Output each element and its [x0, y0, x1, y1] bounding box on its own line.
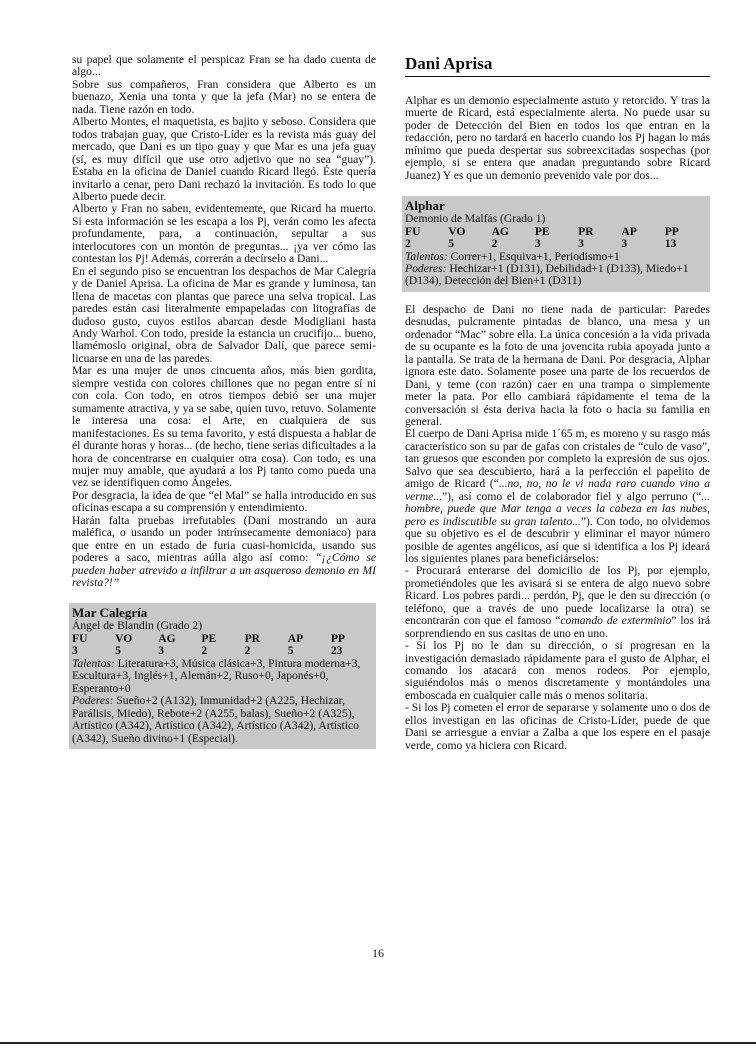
- page-number: 16: [372, 946, 384, 960]
- stat-label: VO: [115, 631, 133, 645]
- talentos-label: Talentos:: [405, 249, 448, 263]
- stat-value: 2: [244, 644, 251, 658]
- bullet-item: - Si los Pj no le dan su dirección, o si progresan en la investigación demasiado rápidamente para el gusto de Alphar, el comando los atacará con menos rodeos. Por ejemplo, siguiéndolos más o menos discretamente y montándoles una emboscada en cualquier calle más o menos solitaria.: [405, 639, 710, 702]
- talentos-line: [72, 658, 374, 695]
- paragraph: En el segundo piso se encuentran los despachos de Mar Calegría y de Daniel Aprisa. La oficina de Mar es grande y luminosa, tan llena de macetas con plantas que parece una selva tropical. Las paredes están casi literalmente empapeladas con litografías de dudoso gusto, cuyos estilos abarcan desde Modigliani hasta Andy Warhol. Con todo, preside la estancia un crucifijo... bueno, llamémoslo original, obra de Salvador Dalí, que parece semi-licuarse en una de las paredes.: [72, 264, 376, 365]
- bottom-divider: [0, 1042, 756, 1044]
- alphar-stat-box: [402, 196, 710, 292]
- stat-value: 3: [534, 237, 541, 251]
- poderes-line: [72, 695, 374, 745]
- paragraph: Alphar es un demonio especialmente astuto y retorcido. Y tras la muerte de Ricard, está especialmente alerta. No puede usar su poder de Detección del Bien en todos los que entran en la redacción, pero no tardará en hacerlo cuando los Pj hagan lo más mínimo que pueda despertar sus sobreexcitadas sospechas (por ejemplo, si se entera que anadan preguntando sobre Ricard Juanez) Y es que un demonio prevenido vale por dos...: [405, 94, 710, 182]
- stat-value: 5: [287, 644, 294, 658]
- quote: comando de exterminio: [560, 614, 672, 628]
- stat-value: 2: [491, 237, 498, 251]
- stat-label: VO: [448, 224, 466, 238]
- stat-box-subtitle: Demonio de Malfás (Grado 1): [405, 212, 546, 226]
- paragraph-text: ” los irá sorprendiendo en sus casitas de uno en uno.: [405, 614, 710, 640]
- stat-box-subtitle: Ángel de Blandin (Grado 2): [72, 619, 203, 633]
- stat-label: PR: [578, 224, 594, 238]
- paragraph: [72, 515, 376, 590]
- paragraph: su papel que solamente el perspicaz Fran se ha dado cuenta de algo...: [72, 53, 376, 79]
- stat-value: 5: [115, 644, 121, 658]
- stat-label: AP: [287, 631, 304, 645]
- paragraph-text: ”), así como el de colaborador fiel y algo perruno (“: [442, 489, 702, 503]
- stat-label: FU: [405, 224, 421, 238]
- stat-label: AG: [491, 224, 509, 238]
- quote: ...no, no, no le vi nada raro cuando vino a verme...: [405, 477, 711, 503]
- left-column: [72, 54, 376, 761]
- poderes-text: Hechizar+1 (D131), Debilidad+1 (D133), Miedo+1 (D134), Detección del Bien+1 (D311): [405, 261, 689, 288]
- mar-stat-box: [69, 603, 376, 749]
- paragraph: Alberto Montes, el maquetista, es bajito y seboso. Considera que todos trabajan guay, que Cristo-Líder es la revista más guay del mercado, que Dani es un tipo guay y que Mar es una jefa guay (sí, es muy difícil que use otro adjetivo que no sea “guay”). Estaba en la oficina de Daniel cuando Ricard llegó. Éste quería invitarlo a cenar, pero Dani rechazó la invitación. Es todo lo que Alberto puede decir.: [72, 115, 376, 203]
- quote: “¡¿Cómo se pueden haber atrevido a infiltrar a un asqueroso demonio en MI revista?!”: [72, 551, 376, 590]
- stat-value: 23: [330, 644, 343, 658]
- talentos-label: Talentos:: [72, 656, 115, 670]
- bullet-item: - Si los Pj cometen el error de separarse y solamente uno o dos de ellos investigan en las oficinas de Cristo-Líder, puede de que Dani se arriesgue a enviar a Zalba a que los espere en el pasaje verde, como ya hiciera con Ricard.: [405, 701, 710, 752]
- talentos-text: Literatura+3, Música clásica+3, Pintura moderna+3, Escultura+3, Inglés+1, Alemán+2, Ruso+0, Japonés+0, Esperanto+0: [72, 656, 361, 695]
- paragraph: Mar es una mujer de unos cincuenta años, más bien gordita, siempre vestida con colores chillones que no pegan entre sí ni con cola. Con todo, en otros tiempos debió ser una mujer sumamente atractiva, y ya se sabe, quien tuvo, retuvo. Solamente le interesa una cosa: el Arte, en cualquiera de sus manifestaciones. Es su tema favorito, y está dispuesta a hablar de él durante horas y horas... (de hecho, tiene serias dificultades a la hora de concentrarse en cualquier otra cosa). Con todo, es una mujer muy amable, que ayudará a los Pj tanto como pueda una vez se identifiquen como Ángeles.: [72, 364, 376, 490]
- paragraph: El despacho de Dani no tiene nada de particular: Paredes desnudas, pulcramente pintadas de blanco, una mesa y un ordenador “Mac” sobre ella. La única concesión a la vida privada de su ocupante es la foto de una jovencita rubia apoyada junto a la pantalla. Se trata de la hermana de Dani. Por desgracia, Alphar ignora este dato. Solamente posee una parte de los recuerdos de Dani, y teme (con razón) caer en una trampa o simplemente meter la pata. Por ello cambiará rápidamente el tema de la conversación si ésta deriva hacia la foto o hacia su familia en general.: [405, 302, 710, 428]
- talentos-text: Correr+1, Esquiva+1, Periodismo+1: [447, 249, 620, 263]
- stat-label: PP: [330, 631, 346, 645]
- stat-value: 13: [664, 237, 677, 251]
- paragraph: [405, 428, 710, 565]
- stat-value: 3: [158, 644, 165, 658]
- paragraph: Sobre sus compañeros, Fran considera que Alberto es un buenazo, Xenia una tonta y que la jefa (Mar) no se entera de nada. Tiene razón en todo.: [72, 77, 376, 116]
- stat-value: 2: [201, 644, 208, 658]
- stat-label: AP: [621, 224, 637, 238]
- quote: ... hombre, puede que Mar tenga a veces la cabeza en las nubes, pero es indiscutible su gran talento...: [405, 489, 710, 528]
- paragraph-text: ”). Con todo, no olvidemos que su objetivo es el de descubrir y eliminar el mayor número posible de agentes angélicos, así que si identifica a los Pj ideará los siguientes planes para beneficiárselos:: [405, 514, 710, 565]
- stat-box-title: Mar Calegría: [72, 605, 148, 621]
- stat-label: PP: [664, 224, 679, 238]
- stat-value: 5: [448, 237, 455, 251]
- paragraph: Por desgracia, la idea de que “el Mal” se halla introducido en sus oficinas escapa a su comprensión y entendimiento.: [72, 488, 376, 515]
- paragraph-text: Harán falta pruebas irrefutables (Dani mostrando un aura maléfica, o usando un poder intrínsecamente demoniaco) para que entre en un estado de furia cuasi-homicida, usando sus poderes a saco, mientras aúlla algo así como:: [72, 513, 376, 565]
- stat-value: 3: [578, 237, 584, 251]
- poderes-line: [405, 263, 708, 288]
- poderes-label: Poderes:: [405, 261, 447, 275]
- stat-value: 3: [621, 237, 628, 251]
- paragraph-text: El cuerpo de Dani Aprisa mide 1´65 m, es moreno y su rasgo más característico son su par de gafas con cristales de “culo de vaso”, tan gruesos que esconden por completo la expresión de sus ojos. Salvo que sea descubierto, hará a la perfección el papelito de amigo de Ricard (“: [405, 427, 710, 491]
- stat-label: PE: [201, 631, 217, 645]
- right-column: [405, 54, 710, 752]
- poderes-text: Sueño+2 (A132), Inmunidad+2 (A225, Hechizar, Parálisis, Miedo), Rebote+2 (A255, balas), Sueño+2 (A325), Artístico (A342), Artístico (A342), Artístico (A342), Artístico (A342), Sueño divino+1 (Especial).: [72, 694, 359, 745]
- poderes-label: Poderes:: [72, 694, 114, 708]
- stat-box-title: Alphar: [405, 198, 445, 214]
- paragraph: Alberto y Fran no saben, evidentemente, que Ricard ha muerto. Si esta información se les escapa a los Pj, verán como les afecta profundamente, para, a continuación, sepultar a sus interlocutores con un montón de preguntas... ¡ya ver cómo las contestan los Pj! Además, correrán a decírselo a Dani...: [72, 202, 376, 266]
- stat-label: PR: [244, 631, 261, 645]
- stat-label: FU: [72, 631, 88, 645]
- stat-label: AG: [158, 631, 176, 645]
- section-title: Dani Aprisa: [405, 54, 710, 77]
- paragraph-text: - Procurará enterarse del domicilio de los Pj, por ejemplo, prometiéndoles que les avisará si se entera de algo nuevo sobre Ricard. Los pobres pardi... perdón, Pj, que le den su dirección (o teléfono, que a través de uno puede localizarse la otra) se encontrarán con que el famoso “: [405, 564, 710, 628]
- bullet-item: [405, 565, 710, 640]
- stat-label: PE: [534, 224, 550, 238]
- stat-value: 3: [72, 644, 78, 658]
- stat-value: 2: [405, 237, 411, 251]
